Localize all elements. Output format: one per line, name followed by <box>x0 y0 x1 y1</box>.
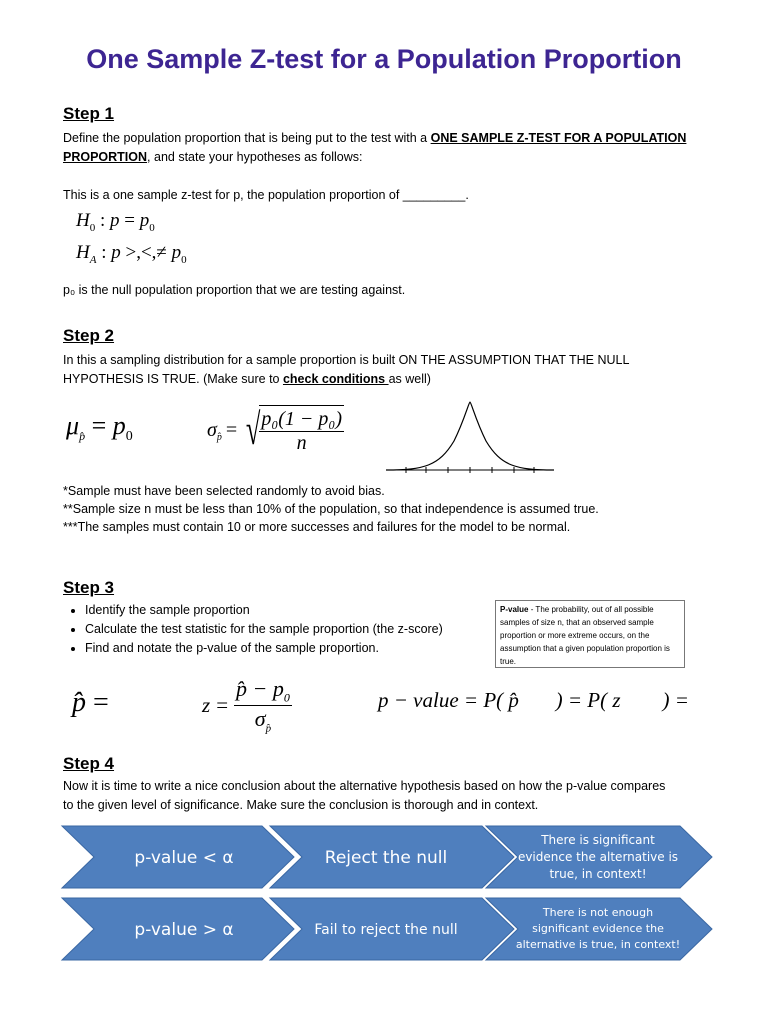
mean-formula: $\mu_{p̂} = p_0$ <box>66 411 133 445</box>
step1-intro-a: Define the population proportion that is being put to the test with a <box>63 131 431 145</box>
page-title: One Sample Z-test for a Population Proportion <box>86 44 682 74</box>
step3-heading: Step 3 <box>63 578 115 597</box>
step2-text-c: as well) <box>388 372 431 386</box>
step2-text-a: In this a sampling distribution for a sample proportion is built ON THE ASSUMPTION THAT THE NULL HYPOTHESIS IS TRUE. (Make sure to <box>63 353 629 386</box>
condition-random: *Sample must have been selected randomly to avoid bias. <box>63 484 385 498</box>
conclusion-line: significant evidence the <box>532 922 664 935</box>
sigma-denominator: n <box>296 432 307 454</box>
bullet-find-pvalue: • Find and notate the p-value of the sample proportion. <box>85 639 483 658</box>
pvalue-term: P-value <box>500 605 529 614</box>
conclusion-line: There is not enough <box>542 906 654 919</box>
check-conditions-text: check conditions <box>282 372 389 386</box>
phat-formula: p̂ = <box>72 687 109 718</box>
bullet-identify: • Identify the sample proportion <box>85 601 483 620</box>
condition-success-failure: ***The samples must contain 10 or more successes and failures for the model to be normal. <box>63 520 571 534</box>
normal-curve-icon <box>384 396 556 476</box>
condition-ten-percent: **Sample size n must be less than 10% of the population, so that independence is assumed true. <box>63 502 599 516</box>
pvalue-formula: p − value = P( p̂ ) = P( z ) = <box>378 688 689 712</box>
step1-intro-b: ONE SAMPLE Z-TEST FOR A POPULATION PROPORTION <box>63 131 687 164</box>
conclusion-line: true, in context! <box>549 867 647 881</box>
step2-heading: Step 2 <box>63 326 115 345</box>
conclusion-line: alternative is true, in context! <box>515 938 681 951</box>
step1-intro <box>63 129 703 167</box>
step1-intro-c: , and state your hypotheses as follows: <box>147 150 363 164</box>
std-dev-formula: σ $_{p̂}$ = √ $\frac{\text{p₀(1 − p₀)}}{n}$ <box>207 405 343 454</box>
decision-flowchart <box>58 824 718 984</box>
alternative-hypothesis: $H_A$ : p >,<,≠ $p_0$ <box>76 242 187 266</box>
decision-row-fail <box>62 898 712 960</box>
step1-sentence: This is a one sample z-test for p, the population proportion of _________. <box>63 188 469 202</box>
condition-text-lt: p-value < α <box>134 848 234 868</box>
step3-bullet-list <box>63 601 483 658</box>
null-hypothesis: $H_0$ : $p = p_0$ <box>76 210 155 234</box>
pvalue-definition: - The probability, out of all possible samples of size n, that an observed sample proportion or more extreme occurs, on the assumption that a given population proportion is true. <box>500 605 670 666</box>
decision-row-reject <box>62 826 712 888</box>
sigma-numerator: p₀(1 − p₀) <box>261 408 343 430</box>
conclusion-line: There is significant <box>541 833 655 847</box>
decision-text-reject: Reject the null <box>324 848 448 868</box>
condition-text-gt: p-value > α <box>134 920 234 940</box>
step4-text: Now it is time to write a nice conclusion about the alternative hypothesis based on how the p-value compares to the given level of significance. Make sure the conclusion is thorough and in context. <box>63 779 666 812</box>
conclusion-line: evidence the alternative is <box>517 850 679 864</box>
decision-text-fail: Fail to reject the null <box>314 922 458 938</box>
pvalue-definition-box <box>495 600 685 668</box>
step1-heading: Step 1 <box>63 104 115 123</box>
step2-text <box>63 351 703 389</box>
p0-note: p₀ is the null population proportion that we are testing against. <box>63 283 406 297</box>
bullet-calculate: • Calculate the test statistic for the sample proportion (the z-score) <box>85 620 483 639</box>
z-formula: z = $\frac{p̂ - p_0}{\sigma_{p̂}}$ <box>202 676 290 735</box>
step4-heading: Step 4 <box>63 754 115 773</box>
